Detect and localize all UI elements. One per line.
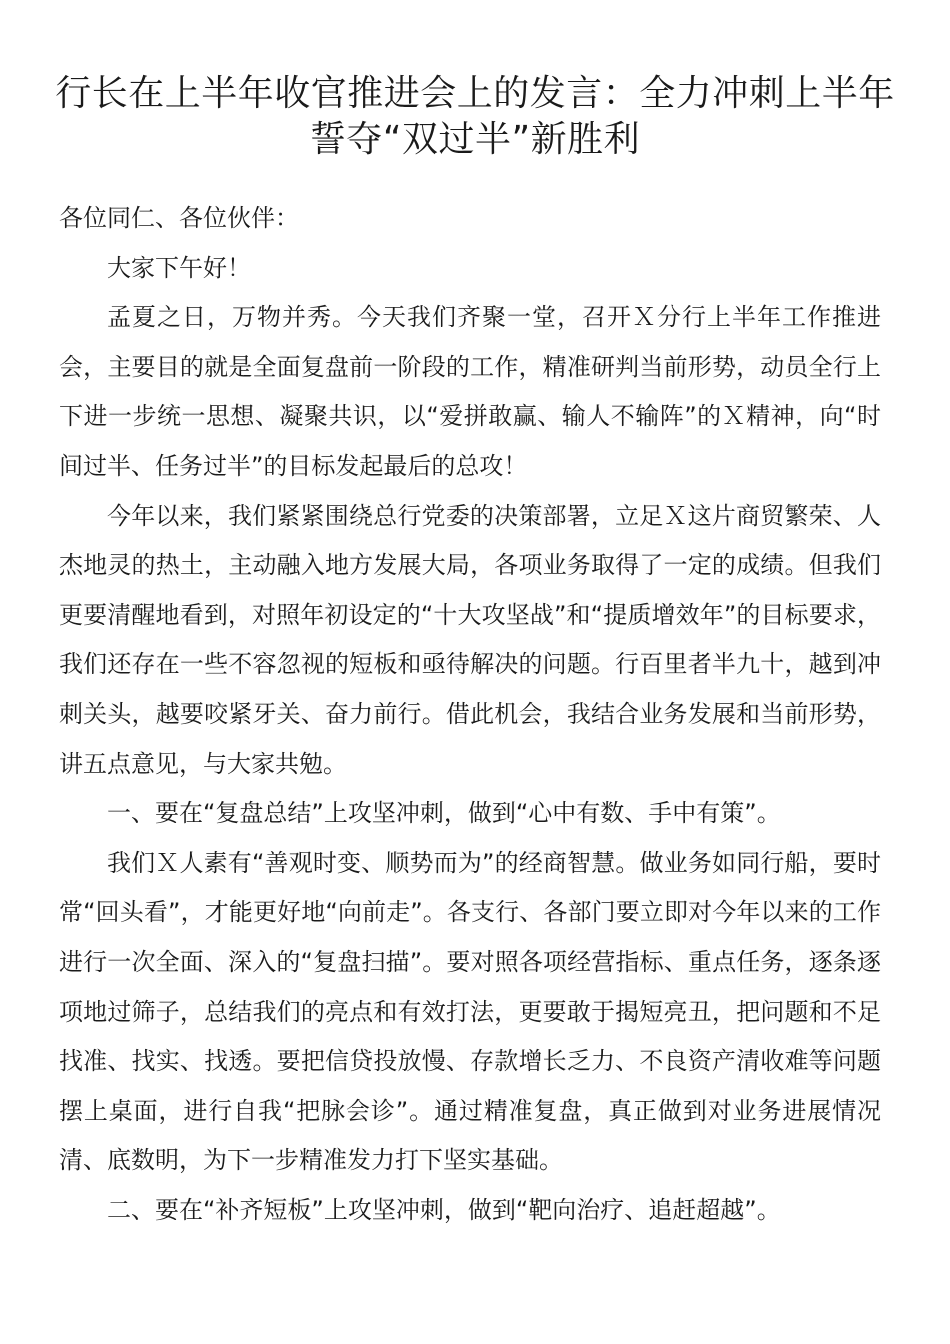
paragraph-achievements: 今年以来，我们紧紧围绕总行党委的决策部署，立足Ｘ这片商贸繁荣、人杰地灵的热土，主动融入地方发展大局，各项业务取得了一定的成绩。但我们更要清醒地看到，对照年初设定的“十大攻坚战”和“提质增效年”的目标要求，我们还存在一些不容忽视的短板和亟待解决的问题。行百里者半九十，越到冲刺关头，越要咬紧牙关、奋力前行。借此机会，我结合业务发展和当前形势，讲五点意见，与大家共勉。 — [59, 501, 881, 778]
paragraph-opening: 孟夏之日，万物并秀。今天我们齐聚一堂，召开Ｘ分行上半年工作推进会，主要目的就是全面复盘前一阶段的工作，精准研判当前形势，动员全行上下进一步统一思想、凝聚共识，以“爱拼敢赢、输人不输阵”的Ｘ精神，向“时间过半、任务过半”的目标发起最后的总攻！ — [59, 303, 881, 480]
salutation: 各位同仁、各位伙伴： — [59, 204, 299, 232]
document-title-line1: 行长在上半年收官推进会上的发言：全力冲刺上半年 — [55, 73, 895, 114]
section1-heading: 一、要在“复盘总结”上攻坚冲刺，做到“心中有数、手中有策”。 — [107, 799, 781, 828]
section1-body: 我们Ｘ人素有“善观时变、顺势而为”的经商智慧。做业务如同行船，要时常“回头看”，才能更好地“向前走”。各支行、各部门要立即对今年以来的工作进行一次全面、深入的“复盘扫描”。要对照各项经营指标、重点任务，逐条逐项地过筛子，总结我们的亮点和有效打法，更要敢于揭短亮丑，把问题和不足找准、找实、找透。要把信贷投放慢、存款增长乏力、不良资产清收难等问题摆上桌面，进行自我“把脉会诊”。通过精准复盘，真正做到对业务进展情况清、底数明，为下一步精准发力打下坚实基础。 — [59, 848, 881, 1175]
greeting: 大家下午好！ — [107, 253, 251, 282]
document-body — [59, 194, 881, 1235]
document-title-line2: 誓夺“双过半”新胜利 — [309, 119, 641, 160]
section2-heading: 二、要在“补齐短板”上攻坚冲刺，做到“靶向治疗、追赶超越”。 — [107, 1195, 781, 1224]
